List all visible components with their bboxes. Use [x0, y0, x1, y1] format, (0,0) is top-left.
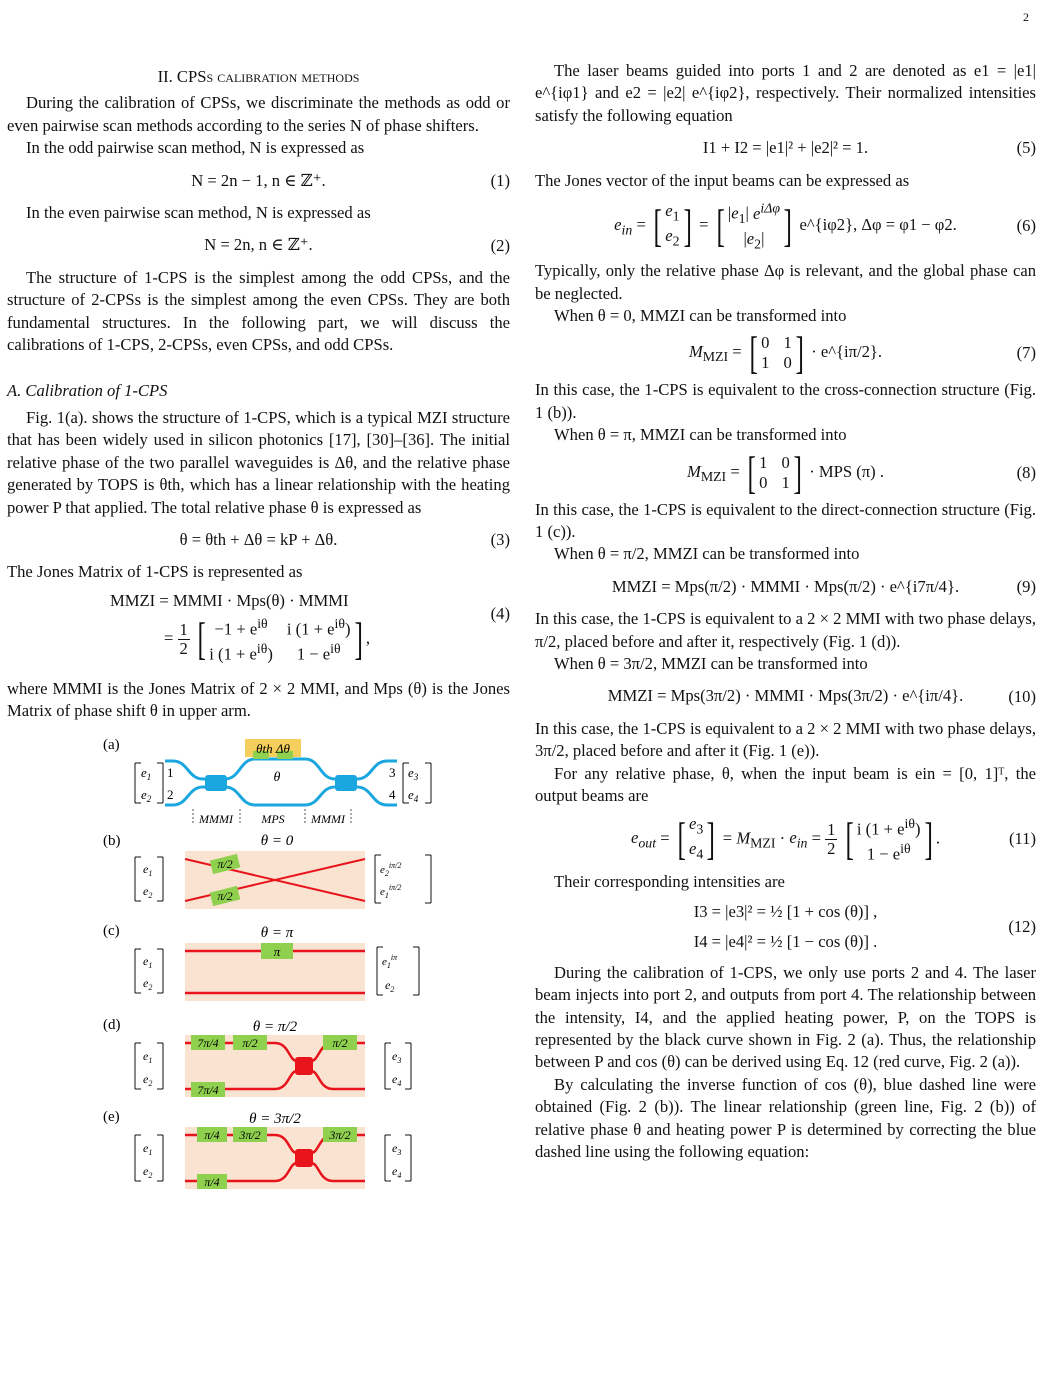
svg-text:e1: $e_1$ [141, 764, 152, 782]
paragraph: In the even pairwise scan method, N is expressed as [26, 203, 371, 223]
equation-body: N = 2n, n ∈ ℤ⁺. [204, 235, 313, 255]
equation-2 [7, 234, 510, 256]
equation-10 [535, 685, 1036, 707]
mmi-box [205, 775, 227, 791]
left-column [7, 60, 510, 1203]
paragraph: When θ = π, MMZI can be transformed into [554, 425, 847, 445]
equation-matrix: = $\frac{1}{2}$ [ $-1 + e^{i\theta}$ i $(1 + e^{i\theta})$ i $(1 + e^{i\theta})$ $1 - e^{i\theta}$ ] , [164, 613, 370, 665]
equation-number: (4) [490, 603, 510, 623]
svg-text:π: π [273, 943, 281, 959]
svg-text:MMMI: MMMI [311, 811, 345, 826]
section-title: CPSs calibration methods [176, 67, 360, 86]
svg-text:π/4: π/4 [204, 1174, 220, 1189]
equation-body: N = 2n − 1, n ∈ ℤ⁺. [191, 170, 326, 190]
svg-text:4: 4 [389, 786, 396, 802]
equation-7: $M_{MZI}$ = [ 0 1 1 0 ] · e^{iπ/2}. (7) [688, 327, 1036, 379]
svg-text:π/2: π/2 [332, 1035, 348, 1050]
subsection-title: A. Calibration of 1-CPS [7, 381, 168, 401]
svg-text:e2: $e_2$ [143, 1071, 153, 1088]
svg-text:π/2: π/2 [217, 888, 233, 903]
equation-line: MMZI = MMMI · Mps(θ) · MMMI [110, 590, 349, 610]
equation-5 [535, 137, 1036, 159]
svg-text:θ = π: θ = π [260, 924, 294, 941]
svg-text:e1: $e_1$ [143, 953, 153, 970]
equation-number: (8) [1016, 462, 1036, 482]
panel-label: (a) [103, 736, 120, 753]
mmi-box [295, 1057, 313, 1075]
equation-number: (9) [1016, 576, 1036, 596]
svg-text:e1: $e_1$ [143, 861, 153, 878]
svg-text:e4: $e_4$ [392, 1071, 402, 1088]
svg-text:e2: $e_2$ [143, 1163, 153, 1180]
paragraph: When θ = 0, MMZI can be transformed into [554, 306, 847, 325]
equation-line: I4 = |e4|² = ½ [1 − cos (θ)] . [693, 932, 878, 952]
svg-text:(d): (d) [103, 1016, 121, 1033]
svg-text:π/2: π/2 [242, 1035, 258, 1050]
panel-a [103, 737, 431, 826]
page-number: 2 [1023, 10, 1029, 24]
paragraph: The Jones Matrix of 1-CPS is represented as [7, 562, 303, 582]
svg-text:e3: $e_3$ [392, 1048, 402, 1065]
svg-text:3: 3 [389, 764, 396, 780]
panel-b [103, 833, 431, 909]
equation-8: $M_{MZI}$ = [ 1 0 0 1 ] · MPS (π) . (8) [686, 446, 1036, 498]
panel-d [103, 1017, 411, 1097]
paragraph: In this case, the 1-CPS is equivalent to a 2 × 2 MMI with two phase delays, π/2, placed before and after it, respectively (Fig. 1 (d)). [535, 609, 1036, 651]
mmi-box [295, 1149, 313, 1167]
equation-11: $e_{out}$ = [ $e_3$ $e_4$ ] = $M_{MZI} \cdot e_{in}$ = $\frac{1}{2}$ [ i $(1 + e^{i\theta})$ $1 - e^{i\theta}$ ] . (11) [631, 813, 1036, 865]
svg-text:e3: $e_3$ [392, 1140, 402, 1157]
equation-number: (7) [1016, 343, 1036, 363]
equation-tail: · e^{iπ/2}. [811, 342, 883, 362]
svg-text:1: 1 [167, 764, 174, 780]
svg-text:e1iπ/2: $e_1^{i\pi/2}$ [380, 882, 402, 900]
paragraph: Their corresponding intensities are [554, 871, 785, 891]
paragraph: where MMMI is the Jones Matrix of 2 × 2 MMI, and Mps (θ) is the Jones Matrix of phase shift θ in upper arm. [7, 678, 510, 721]
svg-text:e2: $e_2$ [143, 975, 153, 992]
paragraph: For any relative phase, θ, when the input beam is ein = [0, 1]ᵀ, the output beams are [535, 763, 1036, 806]
figure-1-diagram [7, 733, 510, 1203]
svg-text:MPS: MPS [261, 811, 285, 826]
equation-number: (12) [1008, 917, 1036, 937]
svg-text:(c): (c) [103, 922, 120, 939]
equation-number: (10) [1008, 686, 1036, 706]
equation-6: $e_{in}$ = [ $e_1$ $e_2$ ] = [ $|e_1|$ $e^{i\Delta\varphi}$ $|e_2|$ ] e^{iφ2}, Δφ = φ1 − φ2. (6) [614, 200, 1036, 252]
paragraph: The laser beams guided into ports 1 and 2 are denoted as e1 = |e1| e^{iφ1} and e2 = |e2| e^{iφ2}, respectively. Their normalized intensities satisfy the following equation [535, 61, 1036, 125]
svg-text:θ: θ [273, 769, 281, 785]
section-number: II. [157, 67, 173, 86]
svg-text:θ = π/2: θ = π/2 [252, 1018, 298, 1035]
svg-text:θth Δθ: θth Δθ [256, 740, 290, 756]
equation-body: I1 + I2 = |e1|² + |e2|² = 1. [702, 138, 869, 158]
paragraph: By calculating the inverse function of cos (θ), blue dashed line were obtained (Fig. 2 (b)). The linear relationship (green line, Fig. 2 (b)) of relative phase θ and heating power P is determined by correcting the blue dashed line using the following equation: [535, 1074, 1036, 1162]
right-column [535, 60, 1036, 1163]
svg-text:e3: $e_3$ [408, 764, 419, 782]
svg-text:e4: $e_4$ [392, 1163, 402, 1180]
paragraph: During the calibration of CPSs, we discriminate the methods as odd or even pairwise scan methods according to the series N of phase shifters. [7, 93, 510, 135]
waveguides [165, 759, 397, 805]
paragraph: When θ = π/2, MMZI can be transformed into [554, 544, 860, 564]
equation-number: (6) [1016, 215, 1036, 235]
paragraph: When θ = 3π/2, MMZI can be transformed into [554, 654, 868, 674]
mmi-box [335, 775, 357, 791]
svg-text:e2iπ/2: $e_2^{i\pi/2}$ [380, 860, 402, 878]
equation-body: MMZI = Mps(π/2) · MMMI · Mps(π/2) · e^{i7π/4}. [611, 576, 960, 596]
paragraph: In this case, the 1-CPS is equivalent to a 2 × 2 MMI with two phase delays, 3π/2, placed before and after it (Fig. 1 (e)). [535, 718, 1036, 761]
svg-text:e1iπ: $e_1^{i\pi}$ [382, 952, 398, 970]
paragraph: Typically, only the relative phase Δφ is relevant, and the global phase can be neglected. [535, 261, 1036, 303]
equation-number: (3) [490, 529, 510, 549]
svg-text:e1: $e_1$ [143, 1048, 153, 1065]
svg-text:7π/4: 7π/4 [197, 1035, 219, 1050]
svg-text:π/2: π/2 [217, 856, 233, 871]
equation-number: (1) [490, 170, 510, 190]
svg-text:θ = 0: θ = 0 [260, 832, 294, 849]
paragraph: In this case, the 1-CPS is equivalent to the direct-connection structure (Fig. 1 (c)). [535, 499, 1036, 542]
panel-c [103, 923, 419, 1001]
equation-number: (5) [1016, 138, 1036, 158]
equation-number: (11) [1008, 828, 1036, 848]
svg-text:θ = 3π/2: θ = 3π/2 [249, 1110, 301, 1127]
svg-text:7π/4: 7π/4 [197, 1082, 219, 1097]
equation-9 [535, 576, 1036, 598]
equation-body: θ = θth + Δθ = kP + Δθ. [179, 529, 338, 549]
equation-tail: e^{iφ2}, Δφ = φ1 − φ2. [799, 214, 957, 234]
equation-body: MMZI = Mps(3π/2) · MMMI · Mps(3π/2) · e^{iπ/4}. [607, 686, 964, 706]
svg-text:MMMI: MMMI [199, 811, 233, 826]
svg-text:(e): (e) [103, 1108, 120, 1125]
paragraph: In the odd pairwise scan method, N is expressed as [26, 138, 365, 158]
figure-1 [7, 733, 510, 1203]
equation-line: I3 = |e3|² = ½ [1 + cos (θ)] , [693, 901, 878, 921]
svg-text:e2: $e_2$ [143, 883, 153, 900]
svg-text:π/4: π/4 [204, 1127, 220, 1142]
equation-1 [7, 170, 510, 192]
svg-text:e2: $e_2$ [141, 786, 152, 804]
equation-12 [535, 901, 1036, 954]
panel-e [103, 1109, 411, 1189]
svg-text:e2: $e_2$ [385, 977, 395, 994]
svg-text:e1: $e_1$ [143, 1140, 153, 1157]
svg-text:2: 2 [167, 786, 174, 802]
svg-text:3π/2: 3π/2 [239, 1127, 261, 1142]
equation-3 [7, 529, 510, 551]
equation-4 [7, 590, 510, 672]
paragraph: The structure of 1-CPS is the simplest among the odd CPSs, and the structure of 2-CPSs is the simplest among the even CPSs. They are both fundamental structures. In the following part, we will discuss the calibrations of 1-CPS, 2-CPSs, even CPSs, and odd CPSs. [7, 267, 510, 355]
paragraph: The Jones vector of the input beams can be expressed as [535, 170, 910, 190]
svg-text:3π/2: 3π/2 [329, 1127, 351, 1142]
paragraph: During the calibration of 1-CPS, we only use ports 2 and 4. The laser beam injects into port 2, and outputs from port 4. The relationship between the intensity, I4, and the applied heating power, P, on the TOPS is represented by the black curve shown in Fig. 2 (a). Thus, the relationship between P and cos (θ) can be derived using Eq. 12 (red curve, Fig. 2 (a)). [535, 962, 1036, 1072]
svg-text:e4: $e_4$ [408, 786, 419, 804]
paragraph: Fig. 1(a). shows the structure of 1-CPS, which is a typical MZI structure that has been widely used in silicon photonics [17], [30]–[36]. The initial relative phase of the two parallel waveguides is Δθ, and the relative phase generated by TOPS is θth, which has a linear relationship with the heating power P that applied. The total relative phase θ is expressed as [7, 407, 510, 517]
paragraph: In this case, the 1-CPS is equivalent to the cross-connection structure (Fig. 1 (b)). [535, 380, 1036, 422]
svg-text:(b): (b) [103, 832, 121, 849]
section-heading [7, 66, 510, 88]
equation-tail: · MPS (π) . [809, 461, 884, 481]
equation-number: (2) [490, 235, 510, 255]
